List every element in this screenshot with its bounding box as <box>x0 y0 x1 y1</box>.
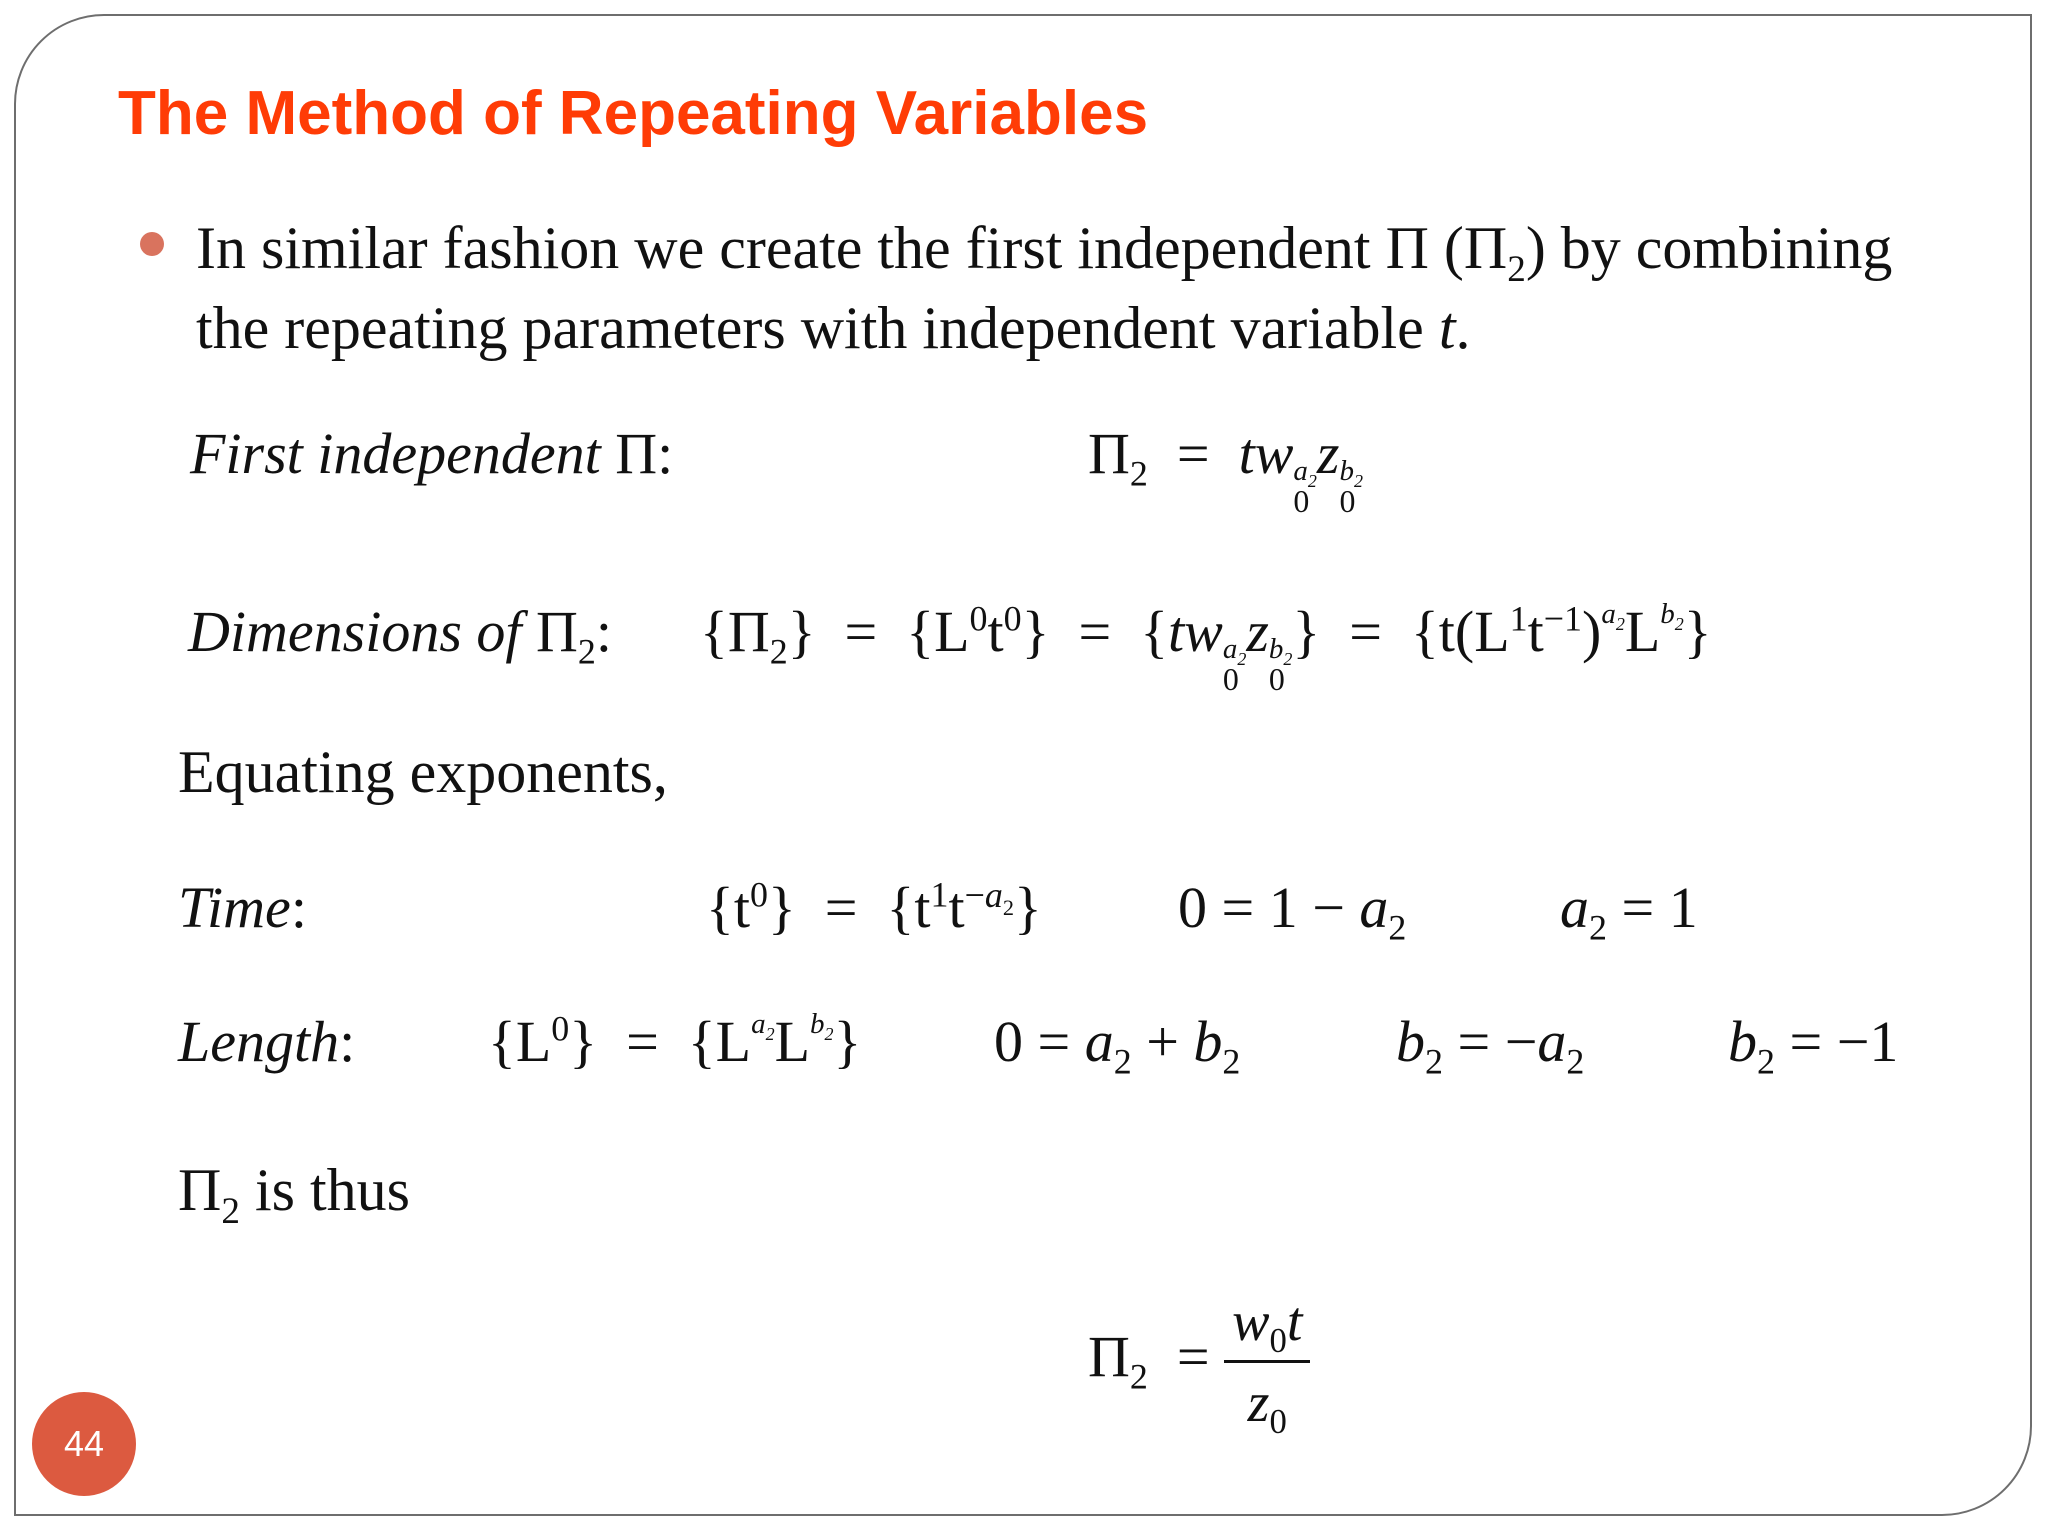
length-exponent-equation: $0 = a_2 + b_2$ <box>994 1009 1241 1082</box>
slide-title: The Method of Repeating Variables <box>118 79 1149 148</box>
length-label: Length: <box>178 1009 356 1074</box>
page-number-badge: 44 <box>32 1392 136 1496</box>
time-equation: $\{t^0\} = \{t^1t^{-a_2}\}$ <box>706 874 1042 940</box>
dimensions-label: Dimensions of $\Pi_2$: <box>188 599 612 672</box>
fraction-numerator: $w_0t$ <box>1224 1290 1310 1363</box>
bullet-icon <box>140 232 164 256</box>
pi2-is-thus-text: $\Pi_2$ is thus <box>178 1157 410 1232</box>
length-b2-relation: $b_2 = -a_2$ <box>1396 1009 1585 1082</box>
time-label: Time: <box>178 875 307 940</box>
fraction-denominator: $z_0$ <box>1247 1372 1287 1442</box>
bullet-text: In similar fashion we create the first independent Π $(\Pi_2)$ by combining the repeating parameters with independent variable t. <box>196 215 1893 361</box>
length-solution: $b_2 = -1$ <box>1728 1009 1899 1082</box>
time-solution: $a_2 = 1$ <box>1560 875 1698 948</box>
pi2-definition-equation: $\Pi_2$ = tw $a_2$ 0 z $b_2$ 0 <box>1088 421 1363 519</box>
length-equation: $\{L^0\} = \{L^{a_2}L^{b_2}\}$ <box>488 1008 862 1074</box>
first-independent-label: First independent Π: <box>190 421 674 486</box>
equating-exponents-text: Equating exponents, <box>178 739 668 805</box>
time-exponent-equation: $0 = 1 - a_2$ <box>1178 875 1407 948</box>
dimensions-equation: $\{\Pi_2\} = \{L^0t^0\} = \{tw$ $a_2$ 0 z $b_2$ 0 } = $\{t(L^1t^{-1})^{a_2}L^{b_2}\}$ <box>700 598 1712 697</box>
pi2-final-equation: $\Pi_2$ = $\frac{w_0t}{z_0}$ <box>1088 1290 1310 1435</box>
pi2-fraction <box>1224 1290 1310 1442</box>
